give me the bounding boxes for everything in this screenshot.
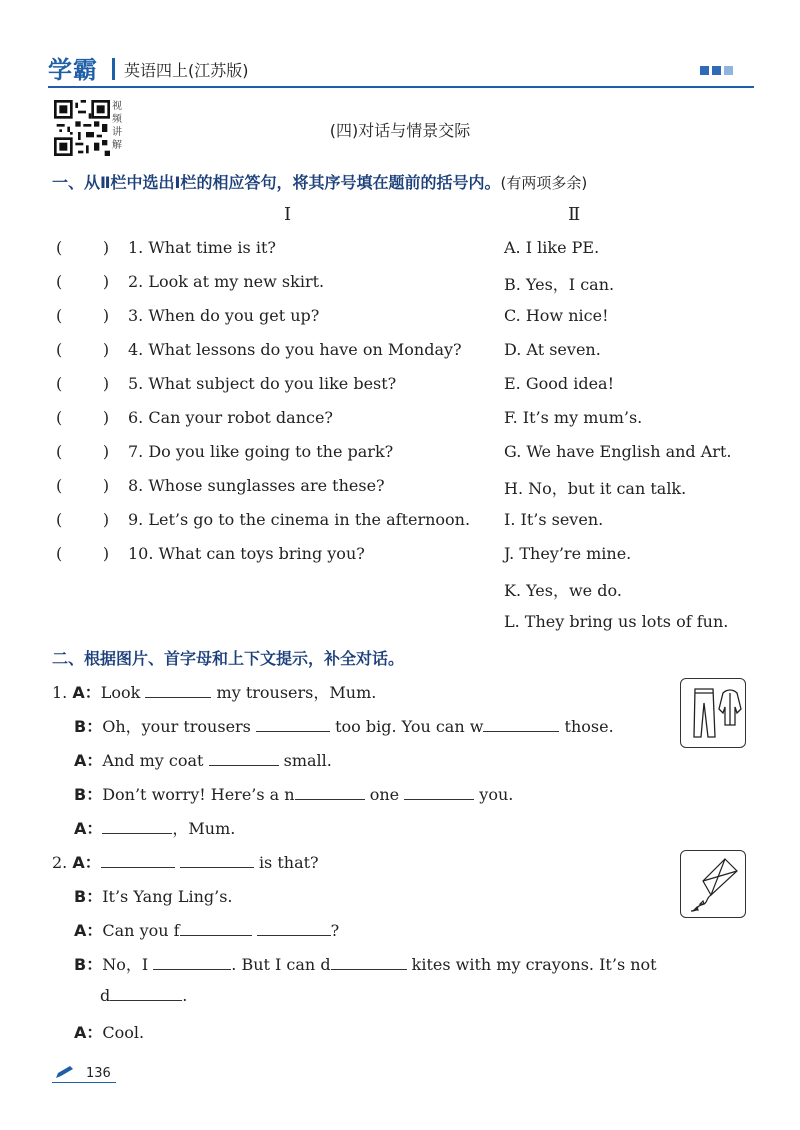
header-decoration [700, 66, 733, 75]
dialogue-2-line-2: B：It’s Yang Ling’s. [74, 887, 233, 906]
answer-option: A. I like PE. [504, 238, 600, 257]
footer-rule [52, 1082, 116, 1083]
answer-bracket[interactable]: ( ) [56, 442, 110, 461]
blank-input[interactable] [331, 955, 407, 970]
blank-input[interactable] [102, 819, 172, 834]
question-item: ( ) 5. What subject do you like best? [56, 374, 397, 393]
book-title: 英语四上(江苏版) [124, 61, 249, 80]
question-item: ( ) 6. Can your robot dance? [56, 408, 333, 427]
blank-input[interactable] [101, 853, 175, 868]
answer-option: K. Yes，we do. [504, 581, 622, 600]
answer-option: F. It’s my mum’s. [504, 408, 643, 427]
part1-instruction: 一、从Ⅱ栏中选出Ⅰ栏的相应答句，将其序号填在题前的括号内。(有两项多余) [52, 173, 588, 192]
blank-input[interactable] [180, 853, 254, 868]
dialogue-2-line-5: d . [100, 986, 188, 1005]
answer-bracket[interactable]: ( ) [56, 374, 110, 393]
answer-bracket[interactable]: ( ) [56, 272, 110, 291]
dialogue-1-line-5: A： ，Mum. [74, 819, 236, 838]
pencil-icon [54, 1064, 76, 1080]
dialogue-1-line-2: B：Oh，your trousers too big. You can w those. [74, 717, 614, 736]
question-item: ( ) 8. Whose sunglasses are these? [56, 476, 385, 495]
answer-option: I. It’s seven. [504, 510, 604, 529]
kite-picture [680, 850, 746, 918]
blank-input[interactable] [153, 955, 231, 970]
answer-option: C. How nice! [504, 306, 609, 325]
column-1-heading: Ⅰ [284, 204, 292, 225]
question-item: ( ) 9. Let’s go to the cinema in the afternoon. [56, 510, 471, 529]
dialogue-2-line-6: A：Cool. [74, 1023, 145, 1042]
qr-label: 视频讲解 [112, 101, 122, 151]
part1-note: (有两项多余) [500, 174, 588, 192]
question-item: ( ) 1. What time is it? [56, 238, 276, 257]
answer-bracket[interactable]: ( ) [56, 340, 110, 359]
dialogue-1-line-3: A：And my coat small. [74, 751, 332, 770]
dialogue-1-line-1: 1. A：Look my trousers，Mum. [52, 683, 377, 702]
answer-bracket[interactable]: ( ) [56, 510, 110, 529]
brand-logo: 学霸 [48, 56, 98, 84]
question-item: ( ) 2. Look at my new skirt. [56, 272, 325, 291]
dialogue-1-line-4: B：Don’t worry! Here’s a n one you. [74, 785, 514, 804]
column-2-heading: Ⅱ [568, 204, 581, 225]
dialogue-2-line-1: 2. A： is that? [52, 853, 319, 872]
answer-option: B. Yes，I can. [504, 275, 615, 294]
blank-input[interactable] [145, 683, 211, 698]
logo-divider [112, 58, 115, 80]
answer-option: H. No，but it can talk. [504, 479, 687, 498]
dialogue-2-line-4: B：No，I . But I can d kites with my crayons. It’s not [74, 955, 657, 974]
dialogue-2-line-3: A：Can you f ? [74, 921, 340, 940]
blank-input[interactable] [209, 751, 279, 766]
question-item: ( ) 10. What can toys bring you? [56, 544, 365, 563]
answer-bracket[interactable]: ( ) [56, 408, 110, 427]
blank-input[interactable] [257, 921, 331, 936]
question-item: ( ) 3. When do you get up? [56, 306, 320, 325]
trousers-coat-picture [680, 678, 746, 748]
question-item: ( ) 7. Do you like going to the park? [56, 442, 394, 461]
blank-input[interactable] [256, 717, 330, 732]
part2-instruction: 二、根据图片、首字母和上下文提示，补全对话。 [52, 649, 405, 668]
question-item: ( ) 4. What lessons do you have on Monday? [56, 340, 462, 359]
answer-option: G. We have English and Art. [504, 442, 732, 461]
answer-bracket[interactable]: ( ) [56, 238, 110, 257]
blank-input[interactable] [295, 785, 365, 800]
blank-input[interactable] [110, 986, 182, 1001]
blank-input[interactable] [483, 717, 559, 732]
answer-option: E. Good idea! [504, 374, 615, 393]
header-rule [48, 86, 754, 88]
answer-bracket[interactable]: ( ) [56, 306, 110, 325]
answer-option: D. At seven. [504, 340, 601, 359]
blank-input[interactable] [180, 921, 252, 936]
answer-bracket[interactable]: ( ) [56, 476, 110, 495]
section-title: (四)对话与情景交际 [329, 121, 471, 140]
answer-bracket[interactable]: ( ) [56, 544, 110, 563]
answer-option: L. They bring us lots of fun. [504, 612, 729, 631]
page-number: 136 [86, 1066, 111, 1081]
blank-input[interactable] [404, 785, 474, 800]
answer-option: J. They’re mine. [504, 544, 632, 563]
